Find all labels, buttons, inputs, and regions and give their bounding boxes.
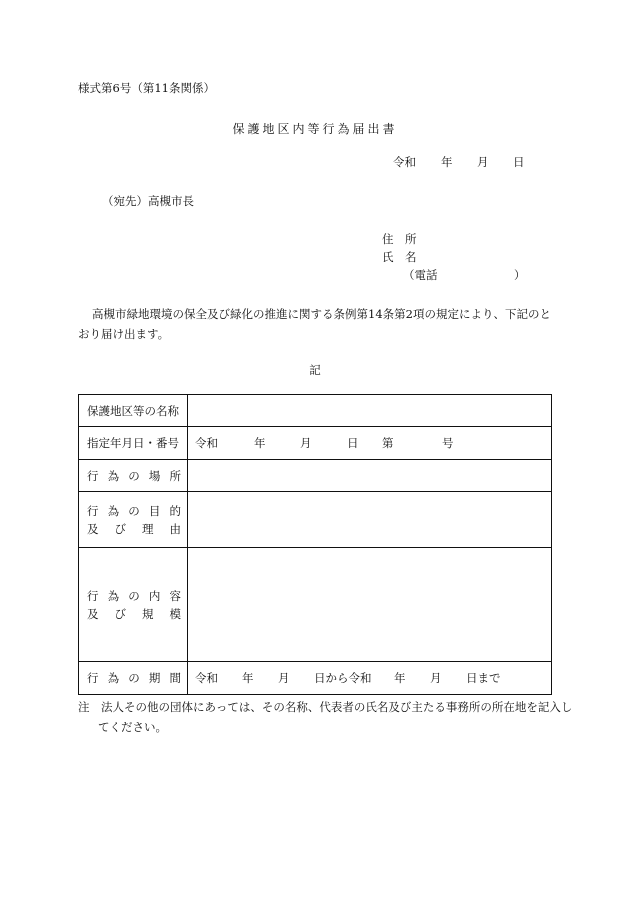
footnote: 注 法人その他の団体にあっては、その名称、代表者の氏名及び主たる事務所の所在地を記入してください。 <box>78 700 573 734</box>
purpose-label-line2: 及 び 理 由 <box>87 521 181 536</box>
purpose-label-line1: 行 為 の 目 的 <box>87 503 181 518</box>
document-title: 保護地区内等行為届出書 <box>232 122 398 136</box>
designation-day: 日 <box>347 436 359 450</box>
designation-year: 年 <box>254 436 266 450</box>
designation-month: 月 <box>300 436 312 450</box>
row-label-designation-date: 指定年月日・番号 <box>79 427 188 460</box>
table-row <box>79 395 552 427</box>
phone-close: ） <box>514 268 526 282</box>
table-row <box>79 492 552 548</box>
designation-era: 令和 <box>195 436 218 450</box>
period-day-start: 日から令和 <box>314 671 372 685</box>
date-year: 年 <box>441 155 453 169</box>
name-label: 氏 名 <box>382 250 417 264</box>
period-month-end: 月 <box>430 671 442 685</box>
address-label: 住 所 <box>382 232 417 246</box>
table-row <box>79 427 552 460</box>
content-label-line2: 及 び 規 模 <box>87 606 181 621</box>
designation-date-field[interactable] <box>188 427 552 460</box>
row-label-area-name: 保護地区等の名称 <box>79 395 188 427</box>
designation-gou: 号 <box>442 436 454 450</box>
table-row <box>79 460 552 492</box>
date-day: 日 <box>513 155 525 169</box>
period-year-end: 年 <box>394 671 406 685</box>
place-label: 行 為 の 場 所 <box>87 468 181 483</box>
period-label: 行 為 の 期 間 <box>87 671 181 685</box>
form-table <box>78 394 552 695</box>
period-year-start: 年 <box>242 671 254 685</box>
row-label-purpose <box>79 492 188 548</box>
period-era-start: 令和 <box>195 671 218 685</box>
form-number: 様式第6号（第11条関係） <box>78 81 215 95</box>
designation-dai: 第 <box>382 436 394 450</box>
area-name-field[interactable] <box>188 395 552 427</box>
purpose-field[interactable] <box>188 492 552 548</box>
period-day-end: 日まで <box>466 671 501 685</box>
period-field[interactable] <box>188 662 552 695</box>
content-label-line1: 行 為 の 内 容 <box>87 588 181 603</box>
row-label-content <box>79 548 188 662</box>
intro-paragraph: 高槻市緑地環境の保全及び緑化の推進に関する条例第14条第2項の規定により、下記のとおり届け出ます。 <box>78 307 551 341</box>
row-label-period <box>79 662 188 695</box>
addressee: （宛先）高槻市長 <box>102 194 194 208</box>
period-month-start: 月 <box>278 671 290 685</box>
ki-heading: 記 <box>309 363 321 377</box>
row-label-place <box>79 460 188 492</box>
date-month: 月 <box>477 155 489 169</box>
place-field[interactable] <box>188 460 552 492</box>
phone-label: （電話 <box>403 268 438 282</box>
table-row <box>79 662 552 695</box>
date-era: 令和 <box>393 155 416 169</box>
content-field[interactable] <box>188 548 552 662</box>
table-row <box>79 548 552 662</box>
